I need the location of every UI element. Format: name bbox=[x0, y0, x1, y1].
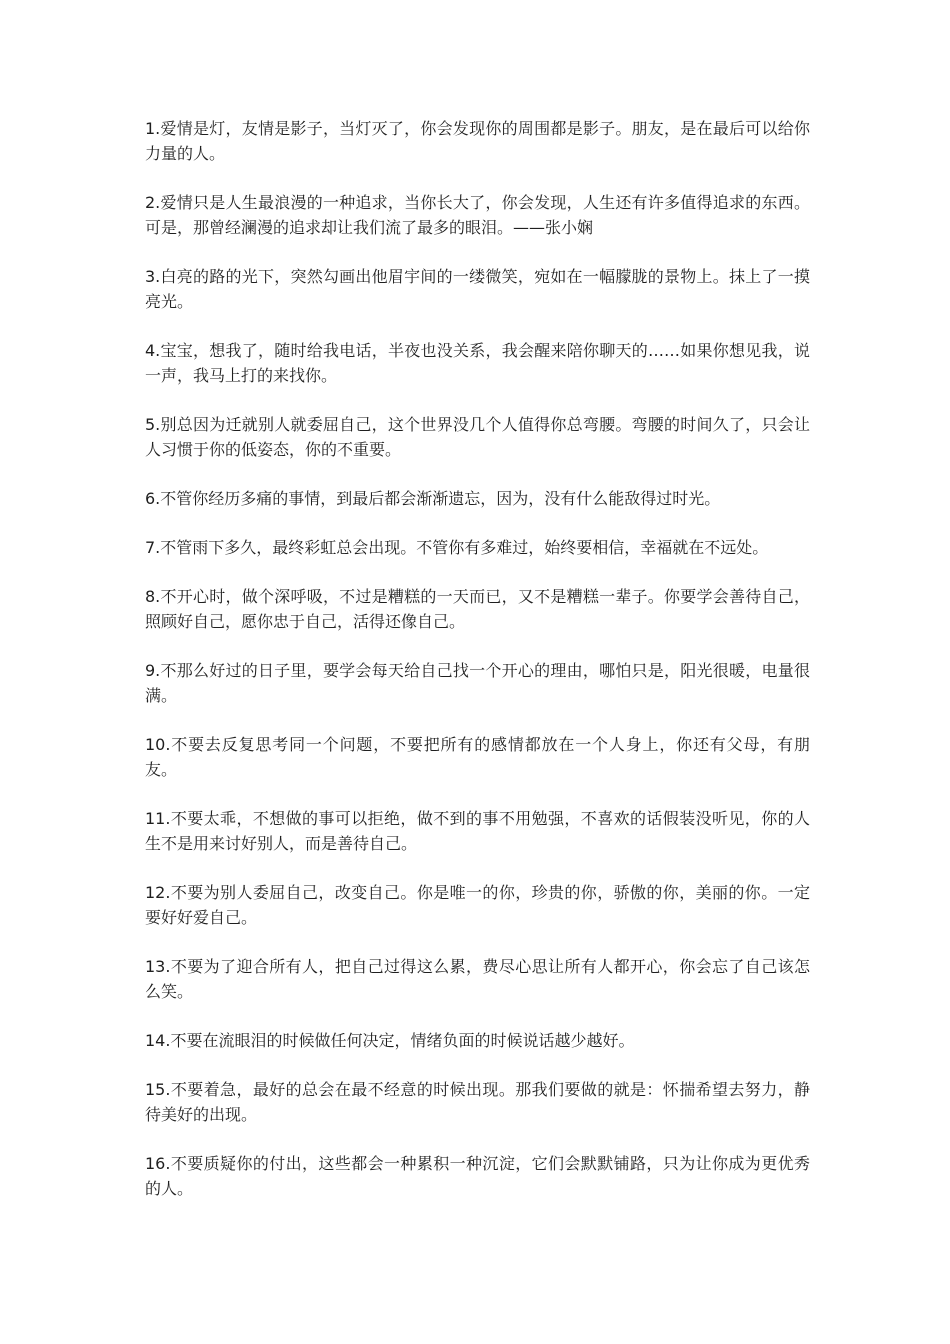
paragraph-16: 16.不要质疑你的付出，这些都会一种累积一种沉淀，它们会默默铺路，只为让你成为更优秀的人。 bbox=[145, 1154, 810, 1198]
paragraph-6: 6.不管你经历多痛的事情，到最后都会渐渐遗忘，因为，没有什么能敌得过时光。 bbox=[145, 489, 721, 508]
paragraph-14: 14.不要在流眼泪的时候做任何决定，情绪负面的时候说话越少越好。 bbox=[145, 1031, 635, 1050]
paragraph-10: 10.不要去反复思考同一个问题，不要把所有的感情都放在一个人身上，你还有父母，有朋友。 bbox=[145, 735, 810, 779]
paragraph-3: 3.白亮的路的光下，突然勾画出他眉宇间的一缕微笑，宛如在一幅朦胧的景物上。抹上了一摸亮光。 bbox=[145, 267, 810, 311]
paragraph-5: 5.别总因为迁就别人就委屈自己，这个世界没几个人值得你总弯腰。弯腰的时间久了，只会让人习惯于你的低姿态，你的不重要。 bbox=[145, 415, 810, 459]
paragraph-13: 13.不要为了迎合所有人，把自己过得这么累，费尽心思让所有人都开心，你会忘了自己该怎么笑。 bbox=[145, 957, 810, 1001]
paragraph-4: 4.宝宝，想我了，随时给我电话，半夜也没关系，我会醒来陪你聊天的……如果你想见我，说一声，我马上打的来找你。 bbox=[145, 341, 810, 385]
paragraph-8: 8.不开心时，做个深呼吸，不过是糟糕的一天而已，又不是糟糕一辈子。你要学会善待自己，照顾好自己，愿你忠于自己，活得还像自己。 bbox=[145, 587, 810, 631]
paragraph-11: 11.不要太乖，不想做的事可以拒绝，做不到的事不用勉强，不喜欢的话假装没听见，你的人生不是用来讨好别人，而是善待自己。 bbox=[145, 809, 810, 853]
paragraph-9: 9.不那么好过的日子里，要学会每天给自己找一个开心的理由，哪怕只是，阳光很暖，电量很满。 bbox=[145, 661, 810, 705]
paragraph-7: 7.不管雨下多久，最终彩虹总会出现。不管你有多难过，始终要相信，幸福就在不远处。 bbox=[145, 538, 769, 557]
paragraph-12: 12.不要为别人委屈自己，改变自己。你是唯一的你，珍贵的你，骄傲的你，美丽的你。一定要好好爱自己。 bbox=[145, 883, 810, 927]
paragraph-15: 15.不要着急，最好的总会在最不经意的时候出现。那我们要做的就是：怀揣希望去努力，静待美好的出现。 bbox=[145, 1080, 810, 1124]
paragraph-2: 2.爱情只是人生最浪漫的一种追求，当你长大了，你会发现，人生还有许多值得追求的东西。可是，那曾经澜漫的追求却让我们流了最多的眼泪。——张小娴 bbox=[145, 193, 810, 237]
paragraph-1: 1.爱情是灯，友情是影子，当灯灭了，你会发现你的周围都是影子。朋友，是在最后可以给你力量的人。 bbox=[145, 119, 810, 163]
document-body bbox=[145, 116, 810, 1225]
